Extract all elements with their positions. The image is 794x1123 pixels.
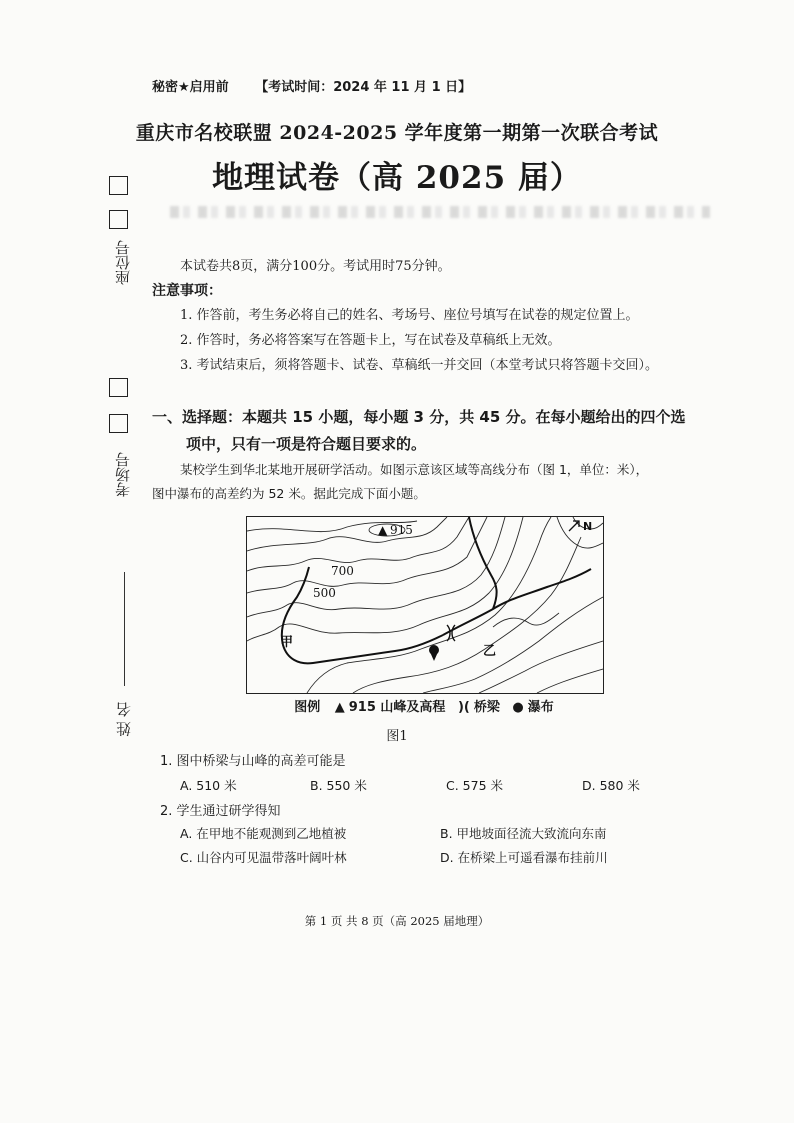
name-line <box>124 572 125 686</box>
q1-option-a[interactable]: A. 510 米 <box>180 778 237 793</box>
section-line-1: 一、选择题：本题共 15 小题，每小题 3 分，共 45 分。在每小题给出的四个选 <box>152 408 686 426</box>
north-label: N <box>583 520 593 533</box>
section-line-2: 项中，只有一项是符合题目要求的。 <box>186 435 427 453</box>
legend-bridge-icon: )( <box>457 700 470 715</box>
stem-line-1: 某校学生到华北某地开展研学活动。如图示意该区域等高线分布（图 1，单位：米）， <box>180 462 649 477</box>
legend-peak-icon: ▲ <box>334 700 345 715</box>
q2-option-d[interactable]: D. 在桥梁上可遥看瀑布挂前川 <box>440 850 608 865</box>
question-2-stem: 2. 学生通过研学得知 <box>160 804 281 819</box>
q1-option-c[interactable]: C. 575 米 <box>446 778 504 793</box>
paper-intro: 本试卷共8页，满分100分。考试用时75分钟。 <box>180 259 451 274</box>
page-footer: 第 1 页 共 8 页（高 2025 届地理） <box>304 914 490 928</box>
exam-time: 【考试时间：2024 年 11 月 1 日】 <box>255 80 472 95</box>
contour-label-500: 500 <box>313 586 336 600</box>
contour-map <box>246 516 604 694</box>
name-label: 姓 名 <box>115 702 133 737</box>
question-stem <box>152 458 752 506</box>
exam-title: 重庆市名校联盟 2024-2025 学年度第一期第一次联合考试 <box>135 122 659 144</box>
q2-option-b[interactable]: B. 甲地坡面径流大致流向东南 <box>440 826 607 841</box>
notice-item: 3. 考试结束后，须将答题卡、试卷、草稿纸一并交回（本堂考试只将答题卡交回）。 <box>180 358 659 373</box>
north-arrow-icon <box>569 521 579 531</box>
map-legend <box>246 696 602 715</box>
section-heading <box>152 404 752 458</box>
contour-map-svg <box>247 517 603 693</box>
q1-option-d[interactable]: D. 580 米 <box>582 778 640 793</box>
notice-item: 1. 作答前，考生务必将自己的姓名、考场号、座位号填写在试卷的规定位置上。 <box>180 308 639 323</box>
place-jia: 甲 <box>280 635 294 650</box>
place-yi: 乙 <box>483 644 497 659</box>
waterfall-icon <box>429 645 439 661</box>
seat-box-2[interactable] <box>109 210 128 229</box>
figure-caption: 图1 <box>386 729 408 744</box>
peak-marker: ▲ <box>378 523 388 537</box>
legend-waterfall-icon: ● <box>512 700 524 715</box>
q2-option-c[interactable]: C. 山谷内可见温带落叶阔叶林 <box>180 850 347 865</box>
room-box-2[interactable] <box>109 414 128 433</box>
q1-option-b[interactable]: B. 550 米 <box>310 778 367 793</box>
notice-item: 2. 作答时，务必将答案写在答题卡上，写在试卷及草稿纸上无效。 <box>180 333 561 348</box>
q2-option-a[interactable]: A. 在甲地不能观测到乙地植被 <box>180 826 347 841</box>
secret-label: 秘密★启用前 <box>152 80 229 95</box>
scan-noise-band <box>170 206 710 218</box>
peak-elevation: 915 <box>390 523 413 537</box>
stem-line-2: 图中瀑布的高差约为 52 米。据此完成下面小题。 <box>152 486 426 501</box>
contour-label-700: 700 <box>331 564 354 578</box>
legend-bridge: 桥梁 <box>473 700 500 715</box>
paper-subtitle: 地理试卷（高 2025 届） <box>212 160 582 196</box>
seat-number-label: 座位号 <box>114 240 132 285</box>
seat-box-1[interactable] <box>109 176 128 195</box>
room-number-label: 考场号 <box>114 452 132 497</box>
room-box-1[interactable] <box>109 378 128 397</box>
legend-waterfall: 瀑布 <box>527 700 554 715</box>
legend-peak: 915 山峰及高程 <box>348 700 446 715</box>
question-1-stem: 1. 图中桥梁与山峰的高差可能是 <box>160 754 346 769</box>
notice-title: 注意事项： <box>152 283 222 299</box>
legend-title: 图例 <box>294 700 321 715</box>
exam-header <box>152 76 493 95</box>
